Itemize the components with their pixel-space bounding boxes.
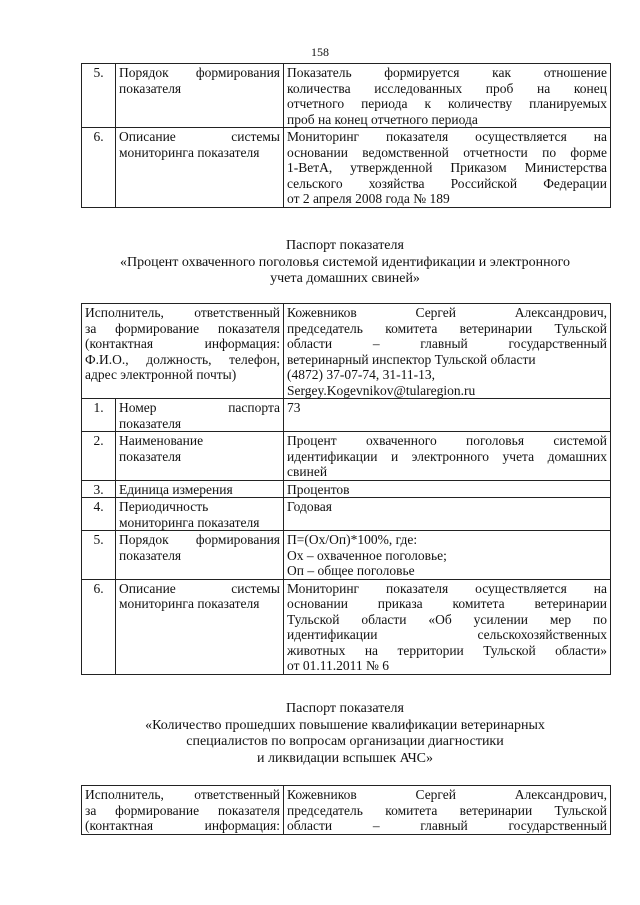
indicator-field-value: Мониторинг показателя осуществляется на основании приказа комитета ветеринарии Тульской области «Об усилении мер по идентификации сельскохозяйственных животных на территории Тульской области» от 01.11.2011 № 6 xyxy=(284,579,611,674)
passport-subtitle-line: «Процент охваченного поголовья системой идентификации и электронного xyxy=(119,254,571,270)
passport-title: Паспорт показателя xyxy=(286,238,404,253)
page-number: 158 xyxy=(311,45,329,59)
indicator-field-value: П=(Ох/Оп)*100%, где: Ох – охваченное поголовье; Оп – общее поголовье xyxy=(284,531,611,580)
table-row xyxy=(82,128,611,208)
indicator-field-name: Порядок формирования показателя xyxy=(116,531,284,580)
row-number: 5. xyxy=(82,531,116,580)
table-row xyxy=(82,531,611,580)
row-number: 1. xyxy=(82,399,116,432)
indicator-field-name: Описание системы мониторинга показателя xyxy=(116,579,284,674)
passport-heading xyxy=(80,238,610,288)
indicator-field-name: Номер паспорта показателя xyxy=(116,399,284,432)
executor-value: Кожевников Сергей Александрович, председатель комитета ветеринарии Тульской области – главный государственный ветеринарный инспектор Тульской области (4872) 37-07-74, 31-11-13, Sergey.Kogevnikov@tularegion.ru xyxy=(284,304,611,399)
indicator-field-name: Порядок формирования показателя xyxy=(116,64,284,128)
passport-table-continued xyxy=(81,63,611,208)
table-row xyxy=(82,432,611,481)
passport-subtitle-line: специалистов по вопросам организации диагностики xyxy=(186,734,504,749)
indicator-field-name: Единица измерения xyxy=(116,480,284,498)
passport-table xyxy=(81,303,611,675)
indicator-field-name: Описание системы мониторинга показателя xyxy=(116,128,284,208)
passport-heading xyxy=(80,701,610,767)
indicator-field-value: Процент охваченного поголовья системой идентификации и электронного учета домашних свиней xyxy=(284,432,611,481)
indicator-field-value: Годовая xyxy=(284,498,611,531)
table-row xyxy=(82,64,611,128)
indicator-field-value: 73 xyxy=(284,399,611,432)
indicator-field-value: Мониторинг показателя осуществляется на основании ведомственной отчетности по форме 1-ВетА, утвержденной Приказом Министерства сельского хозяйства Российской Федерации от 2 апреля 2008 года № 189 xyxy=(284,128,611,208)
indicator-field-value: Показатель формируется как отношение количества исследованных проб на конец отчетного периода к количеству планируемых проб на конец отчетного периода xyxy=(284,64,611,128)
row-number: 6. xyxy=(82,128,116,208)
table-row xyxy=(82,480,611,498)
row-number: 3. xyxy=(82,480,116,498)
passport-subtitle-line: учета домашних свиней» xyxy=(270,271,420,286)
passport-title: Паспорт показателя xyxy=(286,701,404,716)
passport-subtitle-line: и ликвидации вспышек АЧС» xyxy=(256,750,434,766)
row-number: 2. xyxy=(82,432,116,481)
table-row xyxy=(82,786,611,835)
table-row xyxy=(82,579,611,674)
row-number: 5. xyxy=(82,64,116,128)
indicator-field-value: Процентов xyxy=(284,480,611,498)
passport-subtitle-line: «Количество прошедших повышение квалификации ветеринарных xyxy=(145,717,545,733)
indicator-field-name: Периодичность мониторинга показателя xyxy=(116,498,284,531)
executor-label: Исполнитель, ответственный за формирование показателя (контактная информация: Ф.И.О., должность, телефон, адрес электронной почты) xyxy=(82,304,284,399)
executor-label: Исполнитель, ответственный за формирование показателя (контактная информация: xyxy=(82,786,284,835)
row-number: 4. xyxy=(82,498,116,531)
executor-value: Кожевников Сергей Александрович, председатель комитета ветеринарии Тульской области – главный государственный xyxy=(284,786,611,835)
indicator-field-name: Наименование показателя xyxy=(116,432,284,481)
row-number: 6. xyxy=(82,579,116,674)
table-row xyxy=(82,498,611,531)
table-row xyxy=(82,304,611,399)
passport-table xyxy=(81,785,611,835)
table-row xyxy=(82,399,611,432)
